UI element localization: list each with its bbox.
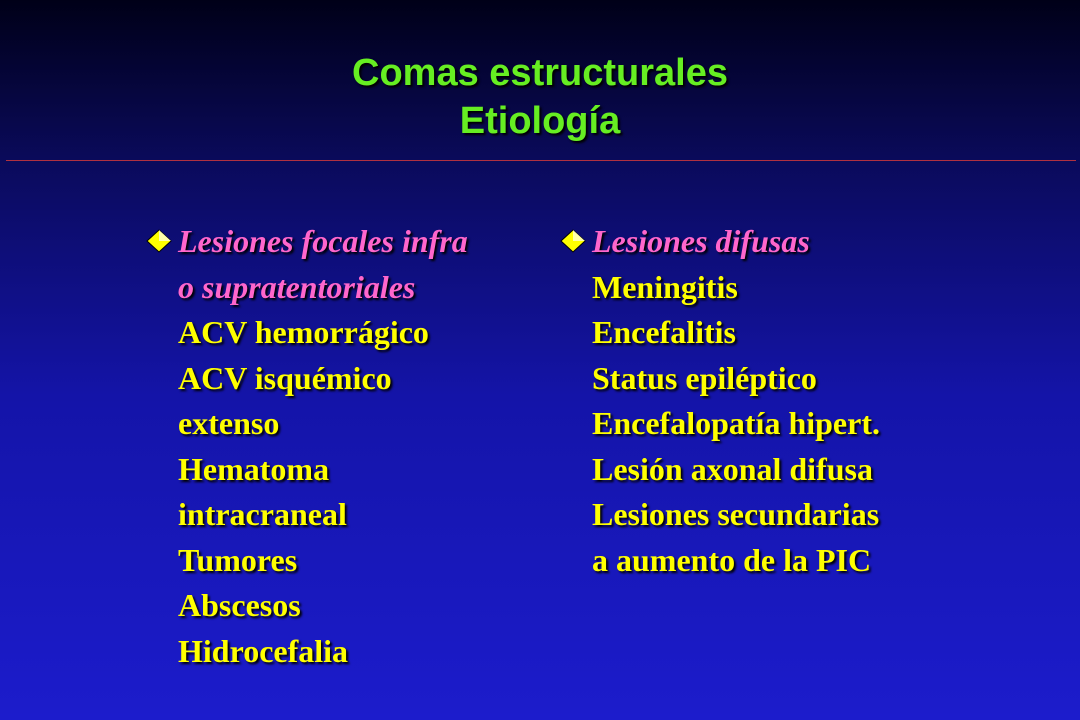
diamond-bullet-icon [560, 229, 586, 253]
left-item: Abscesos [178, 587, 301, 623]
slide-title-line-2: Etiología [459, 99, 621, 142]
right-item: Lesión axonal difusa [592, 450, 873, 487]
left-heading-line-2: o supratentoriales [178, 268, 416, 305]
left-item: intracraneal [178, 496, 347, 532]
right-item: Status epiléptico [592, 359, 817, 396]
left-item: Hidrocefalia [178, 632, 349, 669]
left-column-text [178, 219, 546, 674]
right-column [560, 219, 980, 583]
right-heading: Lesiones difusas [592, 223, 810, 259]
right-item: a aumento de la PIC [592, 541, 872, 578]
left-item: extenso [178, 405, 280, 441]
title-divider [6, 160, 1076, 161]
slide-title-line-1: Comas estructurales [352, 52, 728, 94]
slide-title [0, 50, 1080, 145]
left-item: ACV isquémico [178, 359, 392, 396]
right-item: Meningitis [592, 268, 738, 305]
left-item: Hematoma [178, 450, 330, 487]
left-heading-line-1: Lesiones focales infra [178, 223, 468, 259]
left-item: Tumores [178, 541, 298, 578]
right-item: Encefalopatía hipert. [592, 405, 880, 441]
right-column-text [592, 219, 980, 583]
right-item: Lesiones secundarias [592, 496, 880, 532]
left-column [146, 219, 546, 674]
right-item: Encefalitis [592, 314, 736, 350]
left-item: ACV hemorrágico [178, 314, 429, 350]
diamond-bullet-icon [146, 229, 172, 253]
